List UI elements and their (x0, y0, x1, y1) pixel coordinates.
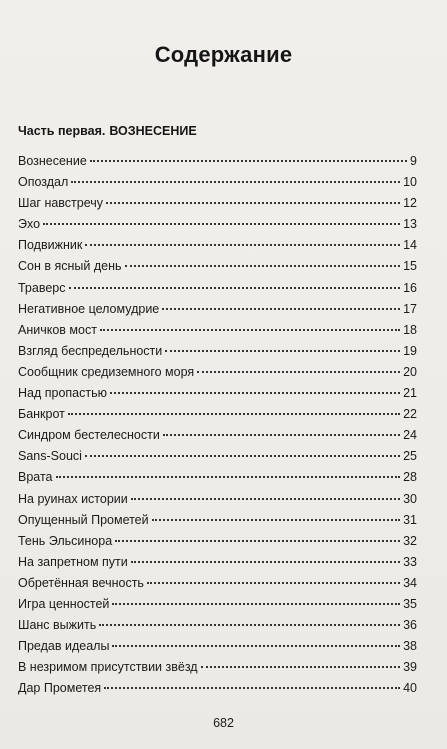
toc-entry[interactable] (18, 362, 417, 383)
toc-dot-leader (131, 498, 400, 500)
toc-entry-page: 35 (403, 596, 417, 611)
toc-dot-leader (71, 181, 400, 183)
toc-entry-title: Взгляд беспредельности (18, 343, 163, 358)
toc-entry-page: 15 (403, 259, 417, 274)
toc-entry-title: Шаг навстречу (18, 196, 104, 211)
toc-entry[interactable] (18, 510, 417, 531)
part-heading (18, 124, 197, 138)
toc-entry-page: 20 (403, 364, 417, 379)
toc-entry-title: Обретённая вечность (18, 575, 144, 590)
toc-dot-leader (197, 371, 400, 373)
toc-entry[interactable] (18, 320, 417, 341)
toc-entry-title: Синдром бестелесности (18, 428, 160, 443)
toc-entry[interactable] (18, 573, 417, 594)
toc-entry-page: 34 (403, 575, 417, 590)
toc-dot-leader (165, 350, 400, 352)
toc-dot-leader (163, 434, 400, 436)
toc-entry-page: 36 (403, 618, 417, 633)
toc-entry-title: Предав идеалы (18, 639, 110, 654)
toc-entry[interactable] (18, 404, 417, 425)
toc-entry-page: 14 (403, 238, 417, 253)
toc-entry-page: 13 (403, 217, 417, 232)
toc-entry-title: Подвижник (18, 238, 83, 253)
toc-entry[interactable] (18, 678, 417, 699)
toc-entry-title: Дар Прометея (18, 681, 102, 696)
toc-entry[interactable] (18, 467, 417, 488)
toc-entry-title: В незримом присутствии звёзд (18, 660, 198, 675)
toc-entry-page: 33 (403, 554, 417, 569)
page-title: Содержание (154, 42, 293, 67)
toc-entry-page: 16 (403, 280, 417, 295)
toc-entry[interactable] (18, 531, 417, 552)
toc-dot-leader (147, 582, 400, 584)
toc-entry[interactable] (18, 256, 417, 277)
toc-entry-page: 18 (403, 322, 417, 337)
toc-entry-page: 21 (403, 386, 417, 401)
toc-dot-leader (68, 413, 400, 415)
toc-dot-leader (112, 645, 400, 647)
toc-entry-title: Сон в ясный день (18, 259, 122, 274)
part-name: ВОЗНЕСЕНИЕ (109, 124, 197, 138)
toc-dot-leader (43, 223, 400, 225)
toc-dot-leader (104, 687, 400, 689)
toc-entry-title: На запретном пути (18, 554, 128, 569)
toc-entry-title: Игра ценностей (18, 596, 110, 611)
toc-entry[interactable] (18, 383, 417, 404)
toc-entry-page: 25 (403, 449, 417, 464)
toc-entry-title: Шанс выжить (18, 618, 97, 633)
toc-entry-title: Опущенный Прометей (18, 512, 149, 527)
toc-entry-title: Банкрот (18, 407, 65, 422)
toc-entry-title: Траверс (18, 280, 66, 295)
toc-entry-page: 10 (403, 175, 417, 190)
toc-entry-page: 39 (403, 660, 417, 675)
toc-entry[interactable] (18, 151, 417, 172)
toc-dot-leader (85, 244, 400, 246)
part-label: Часть первая. (18, 124, 106, 138)
toc-dot-leader (99, 624, 400, 626)
toc-dot-leader (56, 476, 401, 478)
toc-entry-page: 19 (403, 343, 417, 358)
toc-dot-leader (85, 455, 400, 457)
toc-entry[interactable] (18, 446, 417, 467)
toc-entry-title: На руинах истории (18, 491, 128, 506)
toc-entry[interactable] (18, 615, 417, 636)
toc-dot-leader (201, 666, 401, 668)
toc-entry[interactable] (18, 489, 417, 510)
toc-entry-page: 32 (403, 533, 417, 548)
toc-dot-leader (115, 540, 400, 542)
toc-entry-title: Сообщник средиземного моря (18, 364, 195, 379)
toc-entry[interactable] (18, 552, 417, 573)
toc-entry[interactable] (18, 425, 417, 446)
toc-entry[interactable] (18, 636, 417, 657)
toc-dot-leader (90, 160, 407, 162)
toc-entry-title: Негативное целомудрие (18, 301, 160, 316)
toc-entry-title: Аничков мост (18, 322, 97, 337)
toc-entry[interactable] (18, 657, 417, 678)
toc-entry-page: 9 (410, 154, 417, 168)
page-number: 682 (213, 716, 234, 730)
toc-entry[interactable] (18, 278, 417, 299)
toc-entry-page: 12 (403, 196, 417, 211)
toc-entry-page: 24 (403, 428, 417, 443)
toc-dot-leader (162, 308, 400, 310)
toc-entry-page: 38 (403, 639, 417, 654)
toc-dot-leader (110, 392, 400, 394)
toc-dot-leader (69, 287, 401, 289)
toc-entry-page: 30 (403, 491, 417, 506)
toc-entry-title: Вознесение (18, 154, 87, 168)
toc-dot-leader (125, 265, 401, 267)
toc-entry-page: 28 (403, 470, 417, 485)
toc-dot-leader (106, 202, 400, 204)
toc-entry[interactable] (18, 594, 417, 615)
toc-entry-title: Sans-Souci (18, 449, 82, 464)
toc-entry[interactable] (18, 299, 417, 320)
toc-entry-title: Над пропастью (18, 386, 108, 401)
toc-entry-title: Опоздал (18, 175, 69, 190)
toc-dot-leader (100, 329, 400, 331)
toc-entry-title: Эхо (18, 217, 41, 232)
toc-entry-title: Тень Эльсинора (18, 533, 113, 548)
toc-dot-leader (152, 519, 400, 521)
toc-entry[interactable] (18, 341, 417, 362)
toc-entry-page: 22 (403, 407, 417, 422)
toc-entry[interactable] (18, 193, 417, 214)
toc-entry-page: 40 (403, 681, 417, 696)
toc-entry-page: 31 (403, 512, 417, 527)
toc-entry-title: Врата (18, 470, 53, 485)
toc-dot-leader (112, 603, 400, 605)
toc-entry[interactable] (18, 214, 417, 235)
toc-entry[interactable] (18, 172, 417, 193)
toc-dot-leader (131, 561, 400, 563)
toc-entry[interactable] (18, 235, 417, 256)
toc-entry-page: 17 (403, 301, 417, 316)
table-of-contents (18, 151, 417, 699)
